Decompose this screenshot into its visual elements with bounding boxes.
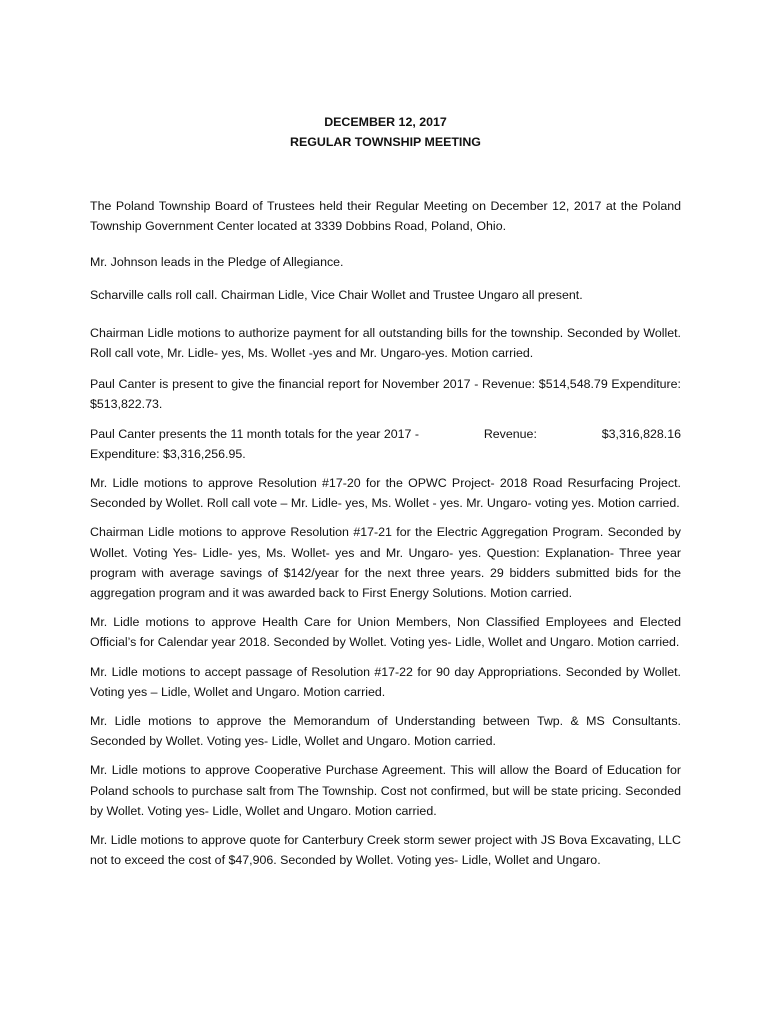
roll-call-paragraph: Scharville calls roll call. Chairman Lidle, Vice Chair Wollet and Trustee Ungaro all present. [90, 287, 583, 302]
pledge-paragraph: Mr. Johnson leads in the Pledge of Allegiance. [90, 255, 344, 270]
resolution-17-21-paragraph: Chairman Lidle motions to approve Resolution #17-21 for the Electric Aggregation Program. Seconded by Wollet. Voting Yes- Lidle- yes, Ms. Wollet- yes and Mr. Ungaro- yes. Question: Explanation- Three year program with average savings of $142/year for the next three years. 29 bidders submitted bids for the aggregation program and it was awarded back to First Energy Solutions. Motion carried. [90, 525, 681, 601]
health-care-paragraph: Mr. Lidle motions to approve Health Care for Union Members, Non Classified Employees and Elected Official’s for Calendar year 2018. Seconded by Wollet. Voting yes- Lidle, Wollet and Ungaro. Motion carried. [90, 615, 681, 650]
totals-revenue-value: $3,316,828.16 [601, 426, 681, 441]
intro-paragraph: The Poland Township Board of Trustees held their Regular Meeting on December 12, 2017 at the Poland Township Government Center located at 3339 Dobbins Road, Poland, Ohio. [90, 199, 681, 234]
memorandum-paragraph: Mr. Lidle motions to approve the Memorandum of Understanding between Twp. & MS Consultants. Seconded by Wollet. Voting yes- Lidle, Wollet and Ungaro. Motion carried. [90, 714, 681, 749]
totals-expenditure: Expenditure: $3,316,256.95. [90, 446, 246, 461]
canterbury-creek-paragraph: Mr. Lidle motions to approve quote for Canterbury Creek storm sewer project with JS Bova Excavating, LLC not to exceed the cost of $47,906. Seconded by Wollet. Voting yes- Lidle, Wollet and Ungaro. [90, 833, 681, 868]
meeting-date: DECEMBER 12, 2017 [324, 115, 447, 129]
bills-motion-paragraph: Chairman Lidle motions to authorize payment for all outstanding bills for the township. Seconded by Wollet. Roll call vote, Mr. Lidle- yes, Ms. Wollet -yes and Mr. Ungaro-yes. Motion carried. [90, 325, 681, 361]
cooperative-agreement-paragraph: Mr. Lidle motions to approve Cooperative Purchase Agreement. This will allow the Board of Education for Poland schools to purchase salt from The Township. Cost not confirmed, but will be state pricing. Seconded by Wollet. Voting yes- Lidle, Wollet and Ungaro. Motion carried. [90, 763, 681, 818]
totals-first-line [90, 424, 681, 444]
resolution-17-20-paragraph: Mr. Lidle motions to approve Resolution #17-20 for the OPWC Project- 2018 Road Resurfacing Project. Seconded by Wollet. Roll call vote – Mr. Lidle- yes, Ms. Wollet - yes. Mr. Ungaro- voting yes. Motion carried. [90, 476, 681, 511]
financial-report-paragraph: Paul Canter is present to give the financial report for November 2017 - Revenue: $514,548.79 Expenditure: $513,822.73. [90, 377, 681, 412]
totals-revenue-label: Revenue: [483, 426, 537, 441]
totals-paragraph [90, 424, 681, 464]
resolution-17-22-paragraph: Mr. Lidle motions to accept passage of Resolution #17-22 for 90 day Appropriations. Seconded by Wollet. Voting yes – Lidle, Wollet and Ungaro. Motion carried. [90, 664, 681, 699]
document-page [90, 112, 681, 870]
meeting-title: REGULAR TOWNSHIP MEETING [290, 135, 481, 149]
totals-lead-text: Paul Canter presents the 11 month totals for the year 2017 - [90, 426, 419, 441]
